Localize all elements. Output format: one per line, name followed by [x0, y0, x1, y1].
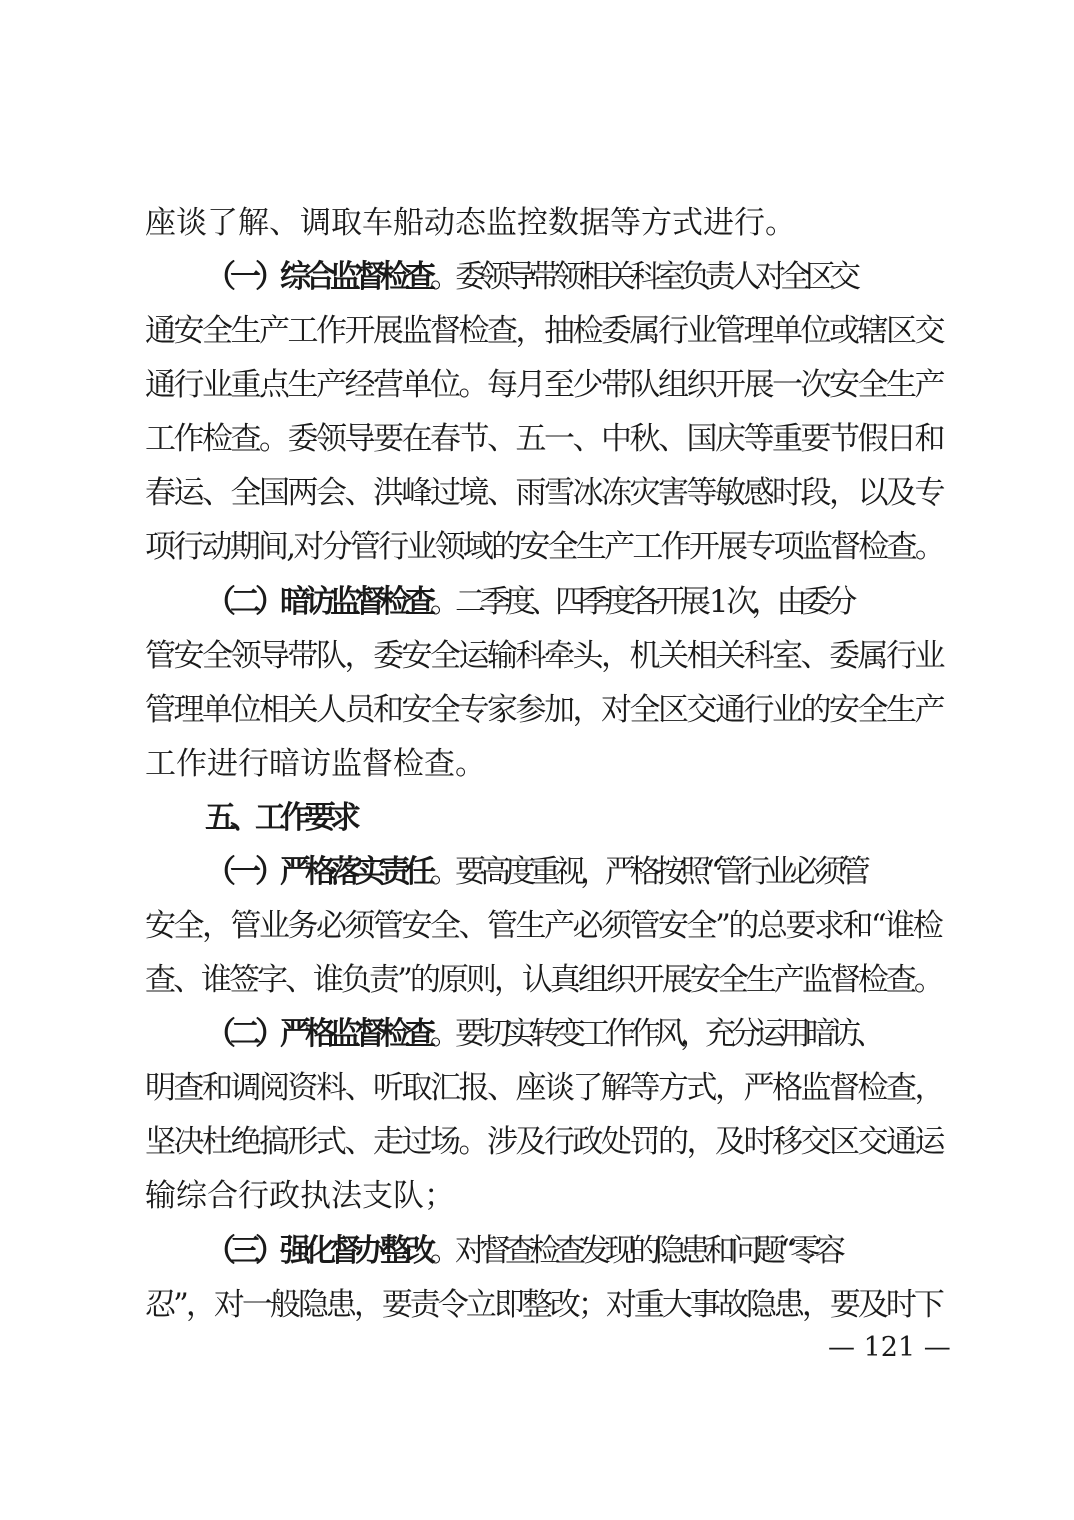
section-label: （一）综合监督检查: [205, 259, 430, 295]
paragraph-line: 管理单位相关人员和安全专家参加，对全区交通行业的安全生产: [145, 692, 943, 728]
paragraph-line: （一）综合监督检查。委领导带领相关科室负责人对全区交: [205, 259, 855, 295]
paragraph-line: 输综合行政执法支队；: [145, 1178, 455, 1214]
paragraph-line: 工作检查。委领导要在春节、五一、中秋、国庆等重要节假日和: [145, 421, 943, 457]
paragraph-line: （二）严格监督检查。要切实转变工作作风，充分运用暗访、: [205, 1016, 880, 1052]
paragraph-line: 管安全领导带队，委安全运输科牵头，机关相关科室、委属行业: [145, 638, 943, 674]
paragraph-line: 通安全生产工作开展监督检查，抽检委属行业管理单位或辖区交: [145, 313, 943, 349]
section-heading: 五、工作要求: [205, 800, 355, 836]
page-number: — 121 —: [828, 1332, 951, 1363]
paragraph-line: 明查和调阅资料、听取汇报、座谈了解等方式，严格监督检查，: [145, 1070, 943, 1106]
paragraph-line: 安全，管业务必须管安全、管生产必须管安全”的总要求和“谁检: [145, 908, 942, 944]
section-label: （二）严格监督检查: [205, 1016, 430, 1052]
section-label: （二）暗访监督检查: [205, 584, 430, 620]
paragraph-line: 忍”，对一般隐患，要责令立即整改；对重大事故隐患，要及时下: [145, 1287, 942, 1323]
paragraph-line: 春运、全国两会、洪峰过境、雨雪冰冻灾害等敏感时段，以及专: [145, 475, 943, 511]
paragraph-line: 通行业重点生产经营单位。每月至少带队组织开展一次安全生产: [145, 367, 943, 403]
paragraph-line: （二）暗访监督检查。二季度、四季度各开展 1 次，由委分: [205, 584, 852, 620]
paragraph-line: 座谈了解、调取车船动态监控数据等方式进行。: [145, 205, 796, 241]
paragraph-line: 坚决杜绝搞形式、走过场。涉及行政处罚的，及时移交区交通运: [145, 1124, 943, 1160]
section-label: （三）强化督办整改: [205, 1233, 430, 1269]
paragraph-line: 项行动期间,对分管行业领域的安全生产工作开展专项监督检查。: [145, 529, 944, 565]
paragraph-line: 工作进行暗访监督检查。: [145, 746, 486, 782]
paragraph-line: （三）强化督办整改。对督查检查发现的隐患和问题“零容: [205, 1233, 840, 1269]
section-label: （一）严格落实责任: [205, 854, 430, 890]
paragraph-line: （一）严格落实责任。要高度重视，严格按照“管行业必须管: [205, 854, 865, 890]
paragraph-line: 查、谁签字、谁负责”的原则，认真组织开展安全生产监督检查。: [145, 962, 942, 998]
